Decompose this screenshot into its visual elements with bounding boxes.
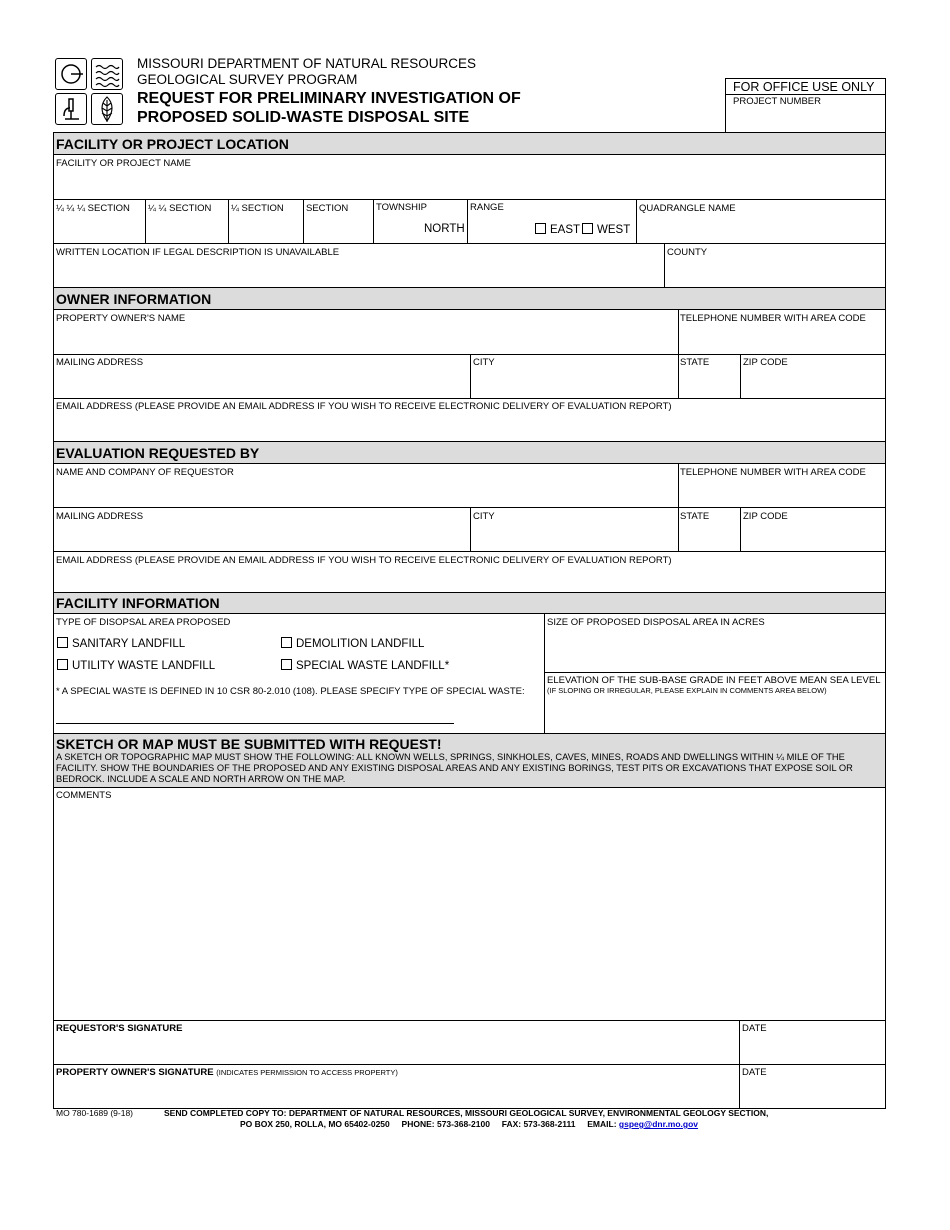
county-label: COUNTY xyxy=(667,247,708,258)
geology-icon xyxy=(55,58,87,90)
owner-date-label: DATE xyxy=(742,1067,767,1078)
requestor-city-label: CITY xyxy=(473,511,495,522)
east-option[interactable]: EAST xyxy=(535,223,580,236)
facility-name-label: FACILITY OR PROJECT NAME xyxy=(56,158,191,169)
special-waste-landfill-checkbox[interactable] xyxy=(281,659,292,670)
owner-zip-label: ZIP CODE xyxy=(743,357,788,368)
written-location-label: WRITTEN LOCATION IF LEGAL DESCRIPTION IS UNAVAILABLE xyxy=(56,247,340,258)
section-evaluation-requested-by: EVALUATION REQUESTED BY xyxy=(54,441,885,464)
range-label: RANGE xyxy=(470,202,504,213)
form-title-line1: REQUEST FOR PRELIMINARY INVESTIGATION OF xyxy=(137,90,521,107)
owner-city-label: CITY xyxy=(473,357,495,368)
sanitary-landfill-option[interactable]: SANITARY LANDFILL xyxy=(57,637,185,650)
special-waste-type-line[interactable] xyxy=(56,723,454,724)
section-label: SECTION xyxy=(306,203,349,214)
demolition-landfill-option[interactable]: DEMOLITION LANDFILL xyxy=(281,637,424,650)
facility-name-field[interactable] xyxy=(54,170,884,198)
sketch-text-line1: A SKETCH OR TOPOGRAPHIC MAP MUST SHOW THE FOLLOWING: ALL KNOWN WELLS, SPRINGS, SINKHOLES, CAVES, MINES, ROADS AND DWELLINGS WITHIN ¼ MILE OF THE xyxy=(56,752,845,762)
section-owner-information: OWNER INFORMATION xyxy=(54,287,885,310)
utility-waste-landfill-option[interactable]: UTILITY WASTE LANDFILL xyxy=(57,659,215,672)
requestor-zip-label: ZIP CODE xyxy=(743,511,788,522)
owner-state-label: STATE xyxy=(680,357,710,368)
requestor-state-label: STATE xyxy=(680,511,710,522)
microscope-icon xyxy=(55,93,87,125)
sketch-text-line3: BEDROCK. INCLUDE A SCALE AND NORTH ARROW ON THE MAP. xyxy=(56,774,346,784)
requestor-date-label: DATE xyxy=(742,1023,767,1034)
quadrangle-label: QUADRANGLE NAME xyxy=(639,203,736,214)
sketch-text-line2: FACILITY. SHOW THE BOUNDARIES OF THE PROPOSED AND ANY EXISTING DISPOSAL AREAS AND ANY EXISTING BORINGS, TEST PITS OR EXCAVATIONS THAT EXPOSE SOIL OR xyxy=(56,763,853,773)
q-section-label: ¼ SECTION xyxy=(231,203,284,214)
department-name: MISSOURI DEPARTMENT OF NATURAL RESOURCES xyxy=(137,56,477,71)
comments-label: COMMENTS xyxy=(56,790,112,801)
form-number: MO 780-1689 (9-18) xyxy=(56,1108,134,1118)
east-checkbox[interactable] xyxy=(535,223,546,234)
west-option[interactable]: WEST xyxy=(582,223,630,236)
owner-phone-label: TELEPHONE NUMBER WITH AREA CODE xyxy=(680,313,866,324)
comments-field[interactable] xyxy=(55,802,883,1018)
elevation-note: (IF SLOPING OR IRREGULAR, PLEASE EXPLAIN IN COMMENTS AREA BELOW) xyxy=(547,686,827,695)
footer-line2: PO BOX 250, ROLLA, MO 65402-0250 PHONE: 573-368-2100 FAX: 573-368-2111 EMAIL: gspeg@dnr.mo.gov xyxy=(240,1119,699,1129)
requestor-email-label: EMAIL ADDRESS (PLEASE PROVIDE AN EMAIL ADDRESS IF YOU WISH TO RECEIVE ELECTRONIC DELIVERY OF EVALUATION REPORT) xyxy=(56,555,672,566)
west-checkbox[interactable] xyxy=(582,223,593,234)
footer-line1: SEND COMPLETED COPY TO: DEPARTMENT OF NATURAL RESOURCES, MISSOURI GEOLOGICAL SURVEY, ENVIRONMENTAL GEOLOGY SECTION, xyxy=(164,1108,769,1118)
program-name: GEOLOGICAL SURVEY PROGRAM xyxy=(137,72,358,87)
qq-section-label: ¼ ¼ SECTION xyxy=(148,203,212,214)
owner-signature-note: (INDICATES PERMISSION TO ACCESS PROPERTY) xyxy=(216,1068,398,1077)
qqq-section-label: ¼ ¼ ¼ SECTION xyxy=(56,203,130,214)
disposal-size-label: SIZE OF PROPOSED DISPOSAL AREA IN ACRES xyxy=(547,617,765,628)
leaf-icon xyxy=(91,93,123,125)
requestor-name-label: NAME AND COMPANY OF REQUESTOR xyxy=(56,467,234,478)
owner-mailing-label: MAILING ADDRESS xyxy=(56,357,144,368)
form-title-line2: PROPOSED SOLID-WASTE DISPOSAL SITE xyxy=(137,109,470,126)
requestor-signature-label: REQUESTOR'S SIGNATURE xyxy=(56,1023,183,1034)
sanitary-landfill-checkbox[interactable] xyxy=(57,637,68,648)
demolition-landfill-checkbox[interactable] xyxy=(281,637,292,648)
special-waste-landfill-option[interactable]: SPECIAL WASTE LANDFILL* xyxy=(281,659,449,672)
owner-name-label: PROPERTY OWNER'S NAME xyxy=(56,313,186,324)
section-facility-information: FACILITY INFORMATION xyxy=(54,592,885,614)
disposal-type-label: TYPE OF DISOPSAL AREA PROPOSED xyxy=(56,617,231,628)
owner-email-label: EMAIL ADDRESS (PLEASE PROVIDE AN EMAIL ADDRESS IF YOU WISH TO RECEIVE ELECTRONIC DELIVERY OF EVALUATION REPORT) xyxy=(56,401,672,412)
requestor-mailing-label: MAILING ADDRESS xyxy=(56,511,144,522)
office-use-label: FOR OFFICE USE ONLY xyxy=(733,80,875,94)
utility-waste-landfill-checkbox[interactable] xyxy=(57,659,68,670)
special-waste-note: * A SPECIAL WASTE IS DEFINED IN 10 CSR 80-2.010 (108). PLEASE SPECIFY TYPE OF SPECIAL WASTE: xyxy=(56,686,525,697)
owner-signature-label: PROPERTY OWNER'S SIGNATURE (INDICATES PERMISSION TO ACCESS PROPERTY) xyxy=(56,1067,398,1078)
sketch-title: SKETCH OR MAP MUST BE SUBMITTED WITH REQUEST! xyxy=(56,736,442,752)
township-label: TOWNSHIP xyxy=(376,202,428,213)
section-facility-location: FACILITY OR PROJECT LOCATION xyxy=(54,132,885,155)
north-label: NORTH xyxy=(424,223,465,235)
requestor-phone-label: TELEPHONE NUMBER WITH AREA CODE xyxy=(680,467,866,478)
footer-email-link[interactable]: gspeg@dnr.mo.gov xyxy=(618,1119,699,1129)
elevation-label: ELEVATION OF THE SUB-BASE GRADE IN FEET ABOVE MEAN SEA LEVEL xyxy=(547,675,881,686)
project-number-label: PROJECT NUMBER xyxy=(733,96,821,107)
water-icon xyxy=(91,58,123,90)
